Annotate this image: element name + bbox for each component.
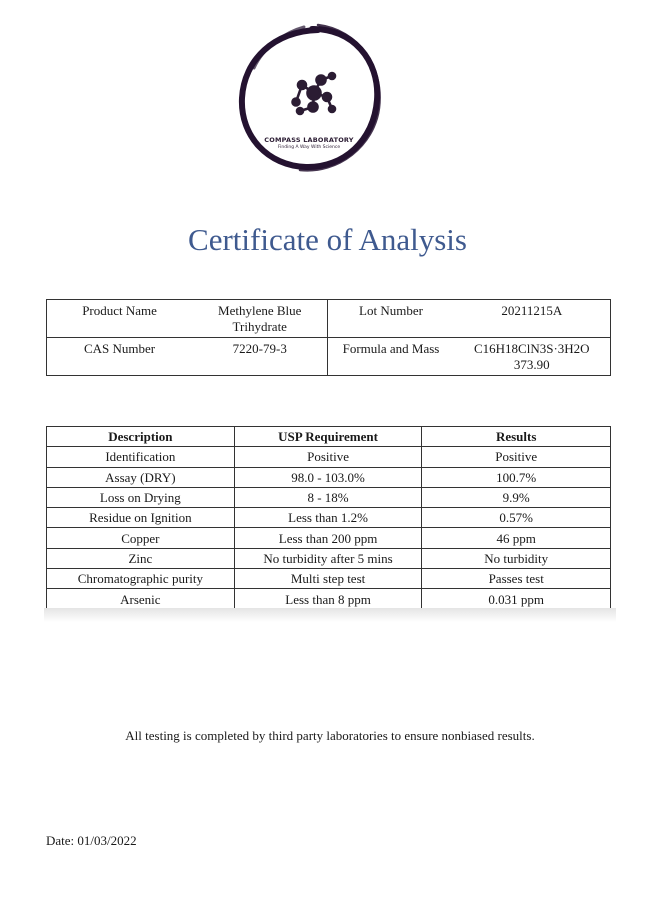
table-cell: 8 - 18% [234, 487, 422, 507]
table-cell: Residue on Ignition [47, 508, 235, 528]
table-row [47, 487, 611, 507]
cas-number-label: CAS Number [47, 338, 193, 376]
table-row [47, 548, 611, 568]
table-cell: Assay (DRY) [47, 467, 235, 487]
table-row [47, 589, 611, 609]
table-cell: 98.0 - 103.0% [234, 467, 422, 487]
table-shadow [44, 608, 616, 622]
table-cell: 100.7% [422, 467, 611, 487]
column-header-results: Results [422, 427, 611, 447]
table-cell: Arsenic [47, 589, 235, 609]
cas-number-value: 7220-79-3 [192, 338, 328, 376]
column-header-description: Description [47, 427, 235, 447]
table-cell: 0.031 ppm [422, 589, 611, 609]
table-cell: No turbidity after 5 mins [234, 548, 422, 568]
molecule-icon [293, 73, 336, 114]
table-cell: Chromatographic purity [47, 569, 235, 589]
company-logo [234, 16, 384, 186]
product-name-label: Product Name [47, 300, 193, 338]
table-cell: Positive [234, 447, 422, 467]
lot-number-label: Lot Number [328, 300, 454, 338]
column-header-usp-requirement: USP Requirement [234, 427, 422, 447]
table-row [47, 508, 611, 528]
formula-mass-value: C16H18ClN3S·3H2O 373.90 [454, 338, 611, 376]
table-cell: 0.57% [422, 508, 611, 528]
table-cell: Passes test [422, 569, 611, 589]
table-row [47, 467, 611, 487]
table-row [47, 528, 611, 548]
table-cell: Loss on Drying [47, 487, 235, 507]
table-cell: Multi step test [234, 569, 422, 589]
certificate-date: Date: 01/03/2022 [46, 833, 137, 848]
testing-disclaimer: All testing is completed by third party laboratories to ensure nonbiased results. [125, 728, 535, 743]
product-info-table [46, 299, 611, 376]
table-cell: 46 ppm [422, 528, 611, 548]
table-cell: 9.9% [422, 487, 611, 507]
table-row [47, 447, 611, 467]
table-cell: Less than 1.2% [234, 508, 422, 528]
logo-tagline: Finding A Way With Science [277, 145, 341, 150]
table-cell: No turbidity [422, 548, 611, 568]
analysis-table [46, 426, 611, 610]
table-row [47, 300, 611, 338]
table-cell: Zinc [47, 548, 235, 568]
table-cell: Positive [422, 447, 611, 467]
table-cell: Copper [47, 528, 235, 548]
table-cell: Less than 200 ppm [234, 528, 422, 548]
table-row [47, 338, 611, 376]
table-row [47, 569, 611, 589]
page-title: Certificate of Analysis [188, 222, 467, 257]
product-name-value: Methylene Blue Trihydrate [192, 300, 328, 338]
table-cell: Less than 8 ppm [234, 589, 422, 609]
logo-ring-icon [234, 16, 384, 186]
table-cell: Identification [47, 447, 235, 467]
lot-number-value: 20211215A [454, 300, 611, 338]
formula-mass-label: Formula and Mass [328, 338, 454, 376]
table-header-row [47, 427, 611, 447]
logo-company-name: COMPASS LABORATORY [264, 136, 354, 144]
